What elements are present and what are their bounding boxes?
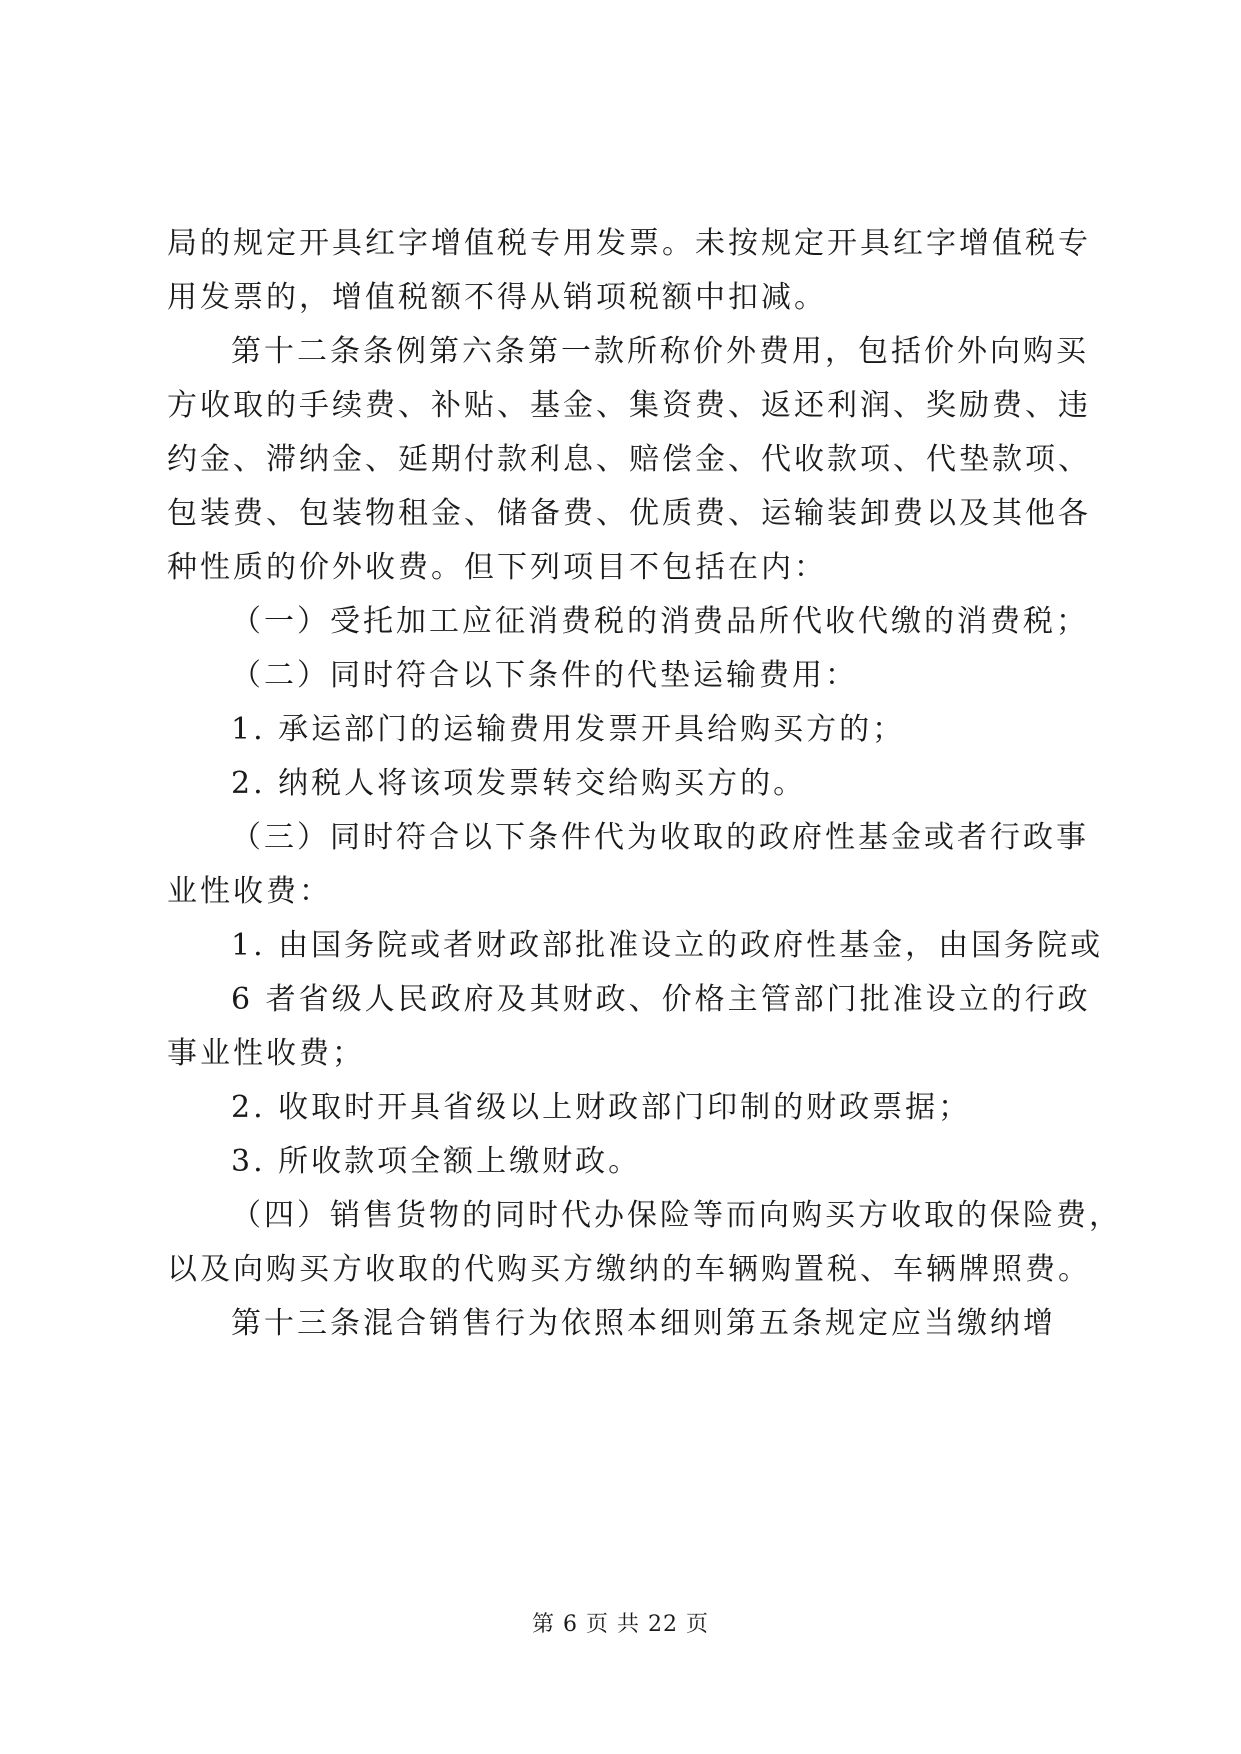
text-line: 局的规定开具红字增值税专用发票。未按规定开具红字增值税专 xyxy=(167,226,1091,261)
text-line: 种性质的价外收费。但下列项目不包括在内： xyxy=(167,550,827,585)
text-line: （二）同时符合以下条件的代垫运输费用： xyxy=(231,658,858,693)
text-line: 包装费、包装物租金、储备费、优质费、运输装卸费以及其他各 xyxy=(167,496,1091,531)
text-line: 约金、滞纳金、延期付款利息、赔偿金、代收款项、代垫款项、 xyxy=(167,442,1091,477)
text-line: 第十二条条例第六条第一款所称价外费用，包括价外向购买 xyxy=(231,334,1089,369)
text-line: 业性收费： xyxy=(167,874,332,909)
text-line: 方收取的手续费、补贴、基金、集资费、返还利润、奖励费、违 xyxy=(167,388,1091,423)
text-line: 用发票的，增值税额不得从销项税额中扣减。 xyxy=(167,280,827,315)
text-line: 2. 收取时开具省级以上财政部门印制的财政票据； xyxy=(231,1090,972,1125)
text-line: 以及向购买方收取的代购买方缴纳的车辆购置税、车辆牌照费。 xyxy=(167,1252,1091,1287)
text-line: 2. 纳税人将该项发票转交给购买方的。 xyxy=(231,766,807,801)
document-body xyxy=(167,226,1122,1362)
text-line: （一）受托加工应征消费税的消费品所代收代缴的消费税； xyxy=(231,604,1089,639)
text-line: 3. 所收款项全额上缴财政。 xyxy=(231,1144,642,1179)
text-line: 6 者省级人民政府及其财政、价格主管部门批准设立的行政 xyxy=(231,982,1091,1017)
text-line: （三）同时符合以下条件代为收取的政府性基金或者行政事 xyxy=(231,820,1089,855)
text-line: 1. 由国务院或者财政部批准设立的政府性基金，由国务院或 xyxy=(231,928,1104,963)
text-line: （四）销售货物的同时代办保险等而向购买方收取的保险费， xyxy=(231,1198,1122,1233)
text-line: 事业性收费； xyxy=(167,1036,365,1071)
text-line: 1. 承运部门的运输费用发票开具给购买方的； xyxy=(231,712,906,747)
page-number-footer: 第 6 页 共 22 页 xyxy=(532,1612,709,1637)
text-line: 第十三条混合销售行为依照本细则第五条规定应当缴纳增 xyxy=(231,1306,1056,1341)
